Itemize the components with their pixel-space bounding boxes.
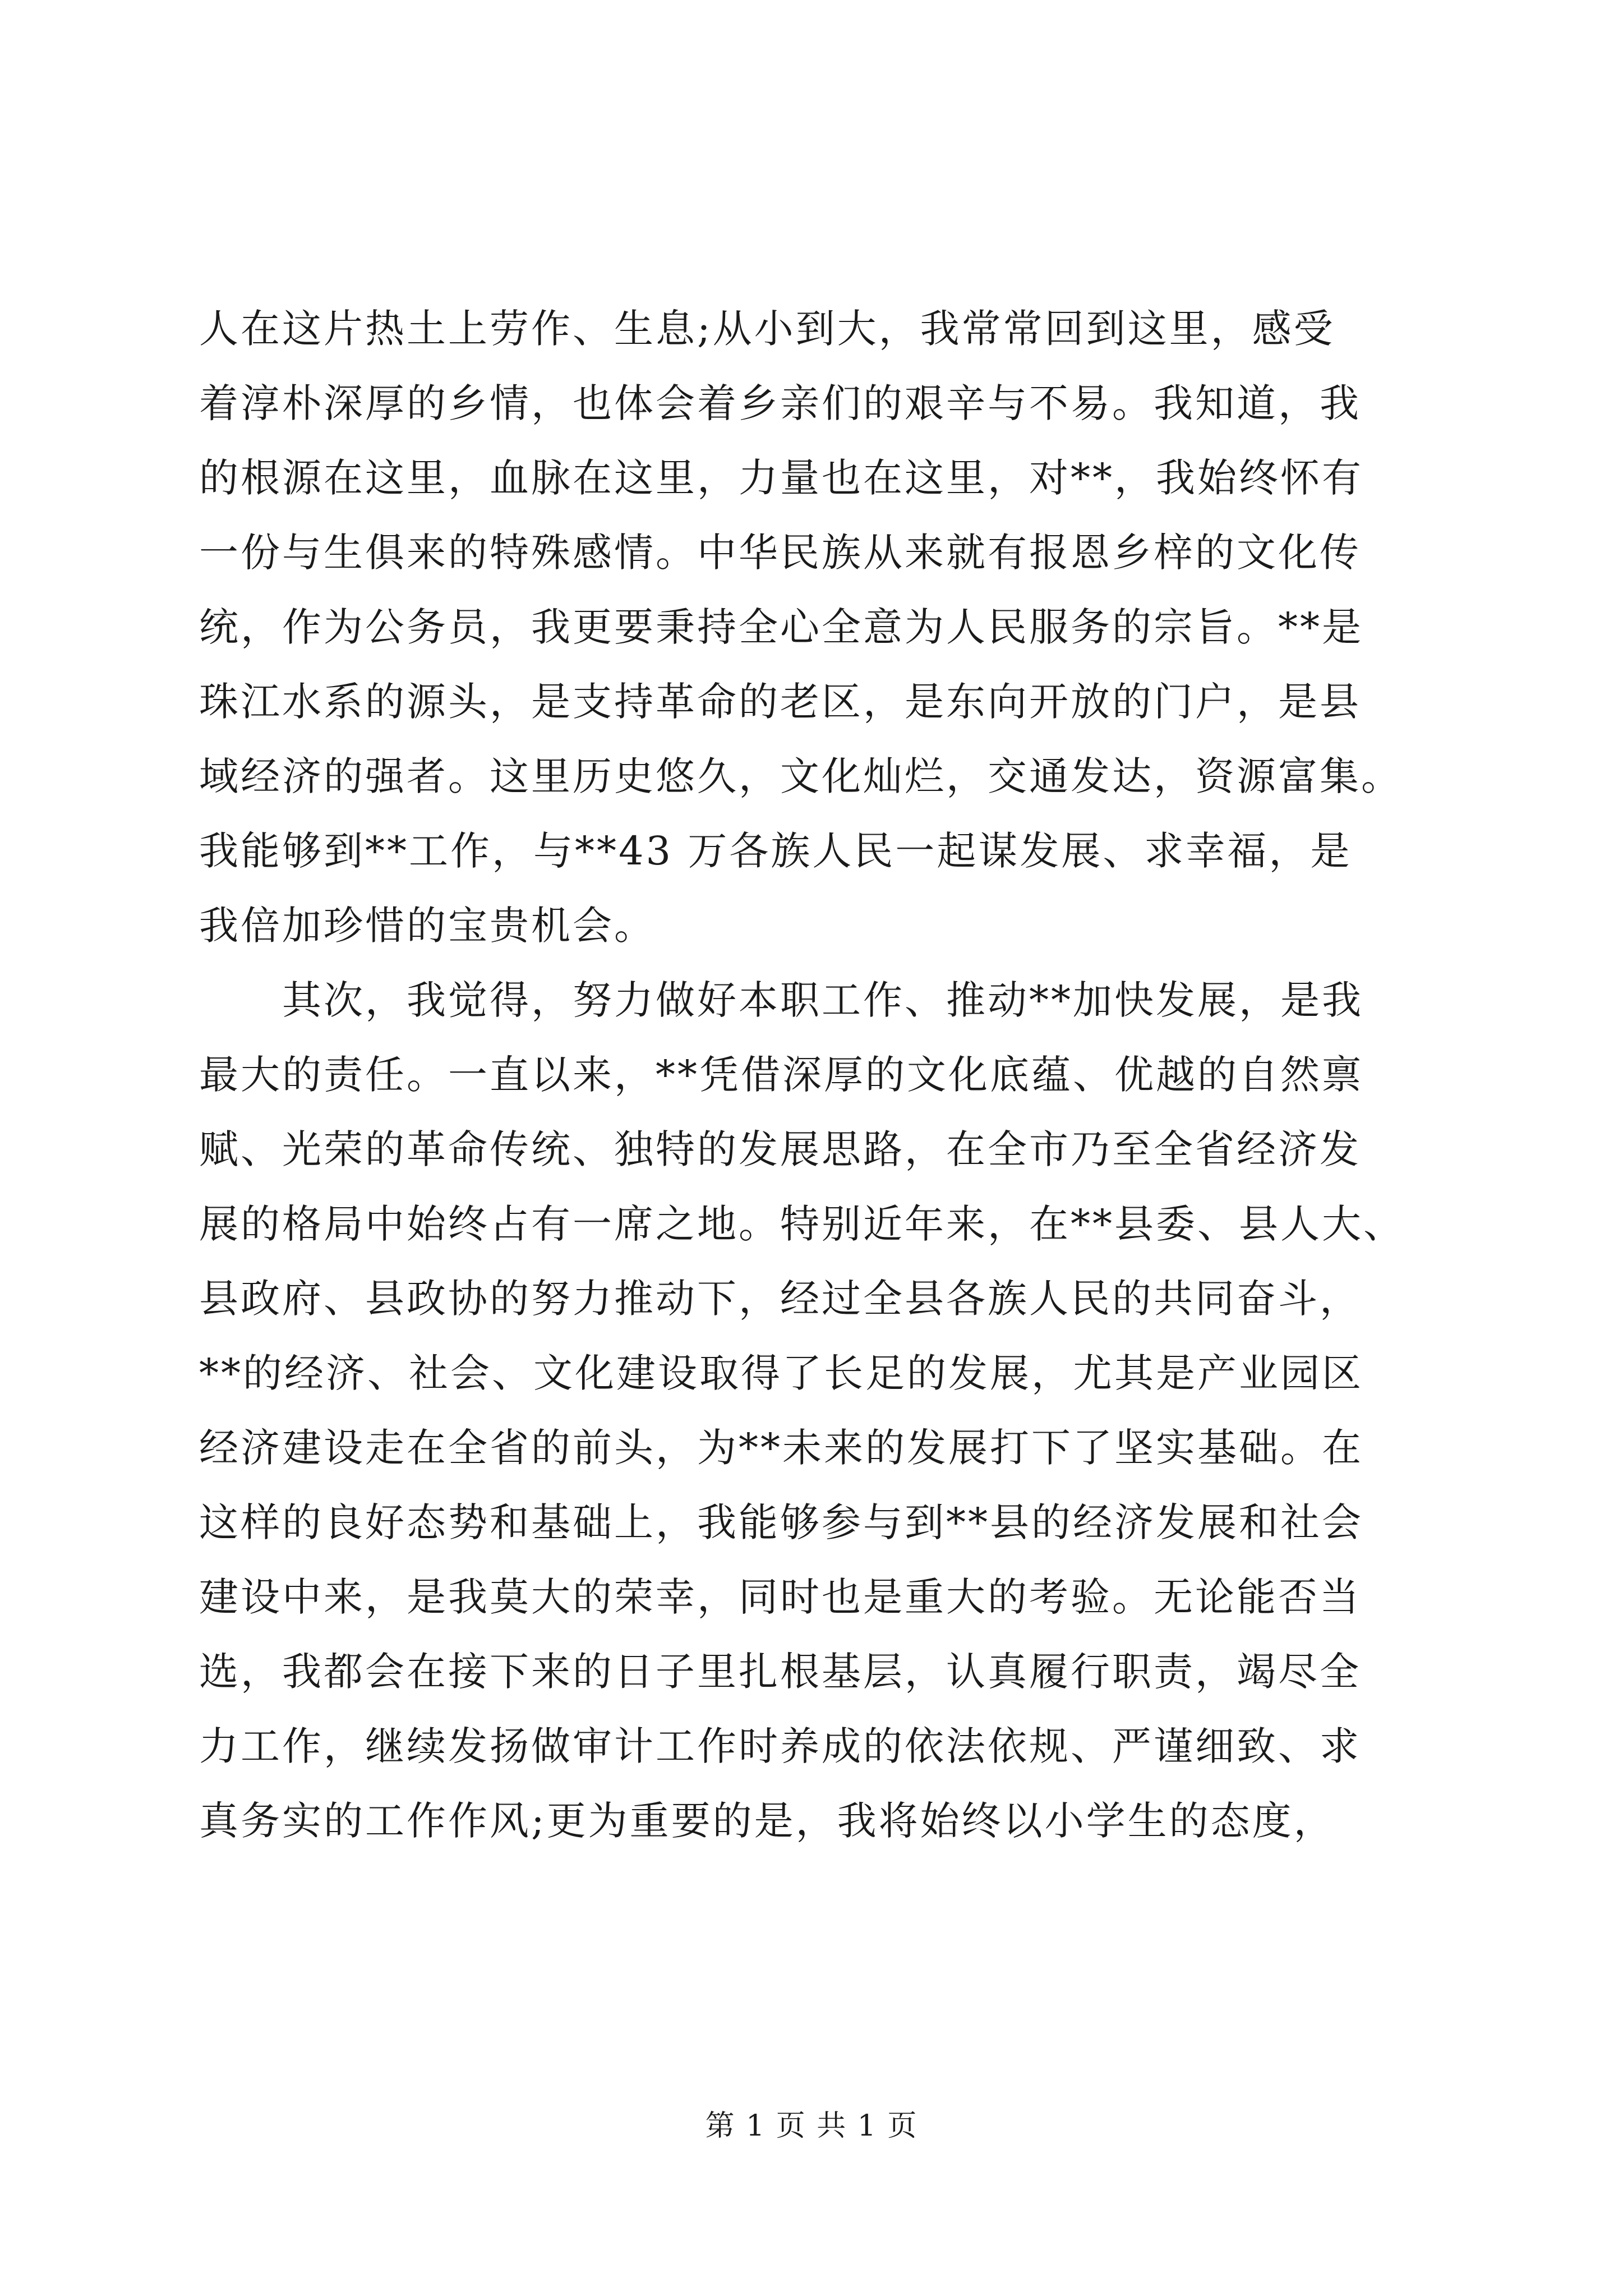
text-line: 力工作，继续发扬做审计工作时养成的依法依规、严谨细致、求 xyxy=(199,1723,1361,1769)
text-line: 建设中来，是我莫大的荣幸，同时也是重大的考验。无论能否当 xyxy=(199,1574,1361,1620)
text-line: 赋、光荣的革命传统、独特的发展思路，在全市乃至全省经济发 xyxy=(199,1126,1361,1172)
page-number-footer: 第 1 页 共 1 页 xyxy=(705,2109,918,2143)
text-line: 我能够到**工作，与**43 万各族人民一起谋发展、求幸福，是 xyxy=(199,828,1352,874)
text-line: 经济建设走在全省的前头，为**未来的发展打下了坚实基础。在 xyxy=(199,1425,1363,1471)
text-line: 一份与生俱来的特殊感情。中华民族从来就有报恩乡梓的文化传 xyxy=(199,530,1361,576)
text-line: 县政府、县政协的努力推动下，经过全县各族人民的共同奋斗， xyxy=(199,1276,1361,1322)
text-line: 着淳朴深厚的乡情，也体会着乡亲们的艰辛与不易。我知道，我 xyxy=(199,380,1361,426)
text-line: 展的格局中始终占有一席之地。特别近年来，在**县委、县人大、 xyxy=(199,1201,1405,1247)
text-line: 真务实的工作作风;更为重要的是，我将始终以小学生的态度， xyxy=(199,1798,1335,1844)
text-line: 的根源在这里，血脉在这里，力量也在这里，对**，我始终怀有 xyxy=(199,455,1363,501)
text-line: 我倍加珍惜的宝贵机会。 xyxy=(199,903,656,949)
text-line: 人在这片热土上劳作、生息;从小到大，我常常回到这里，感受 xyxy=(199,306,1335,352)
text-line: 域经济的强者。这里历史悠久，文化灿烂，交通发达，资源富集。 xyxy=(199,753,1403,799)
text-line: 统，作为公务员，我更要秉持全心全意为人民服务的宗旨。**是 xyxy=(199,604,1363,650)
text-line: 这样的良好态势和基础上，我能够参与到**县的经济发展和社会 xyxy=(199,1499,1363,1545)
document-body xyxy=(199,292,1433,1858)
text-line: 其次，我觉得，努力做好本职工作、推动**加快发展，是我 xyxy=(199,977,1363,1023)
text-line: **的经济、社会、文化建设取得了长足的发展，尤其是产业园区 xyxy=(199,1350,1363,1396)
text-line: 最大的责任。一直以来，**凭借深厚的文化底蕴、优越的自然禀 xyxy=(199,1052,1363,1098)
text-line: 珠江水系的源头，是支持革命的老区，是东向开放的门户，是县 xyxy=(199,679,1361,725)
text-line: 选，我都会在接下来的日子里扎根基层，认真履行职责，竭尽全 xyxy=(199,1649,1361,1695)
